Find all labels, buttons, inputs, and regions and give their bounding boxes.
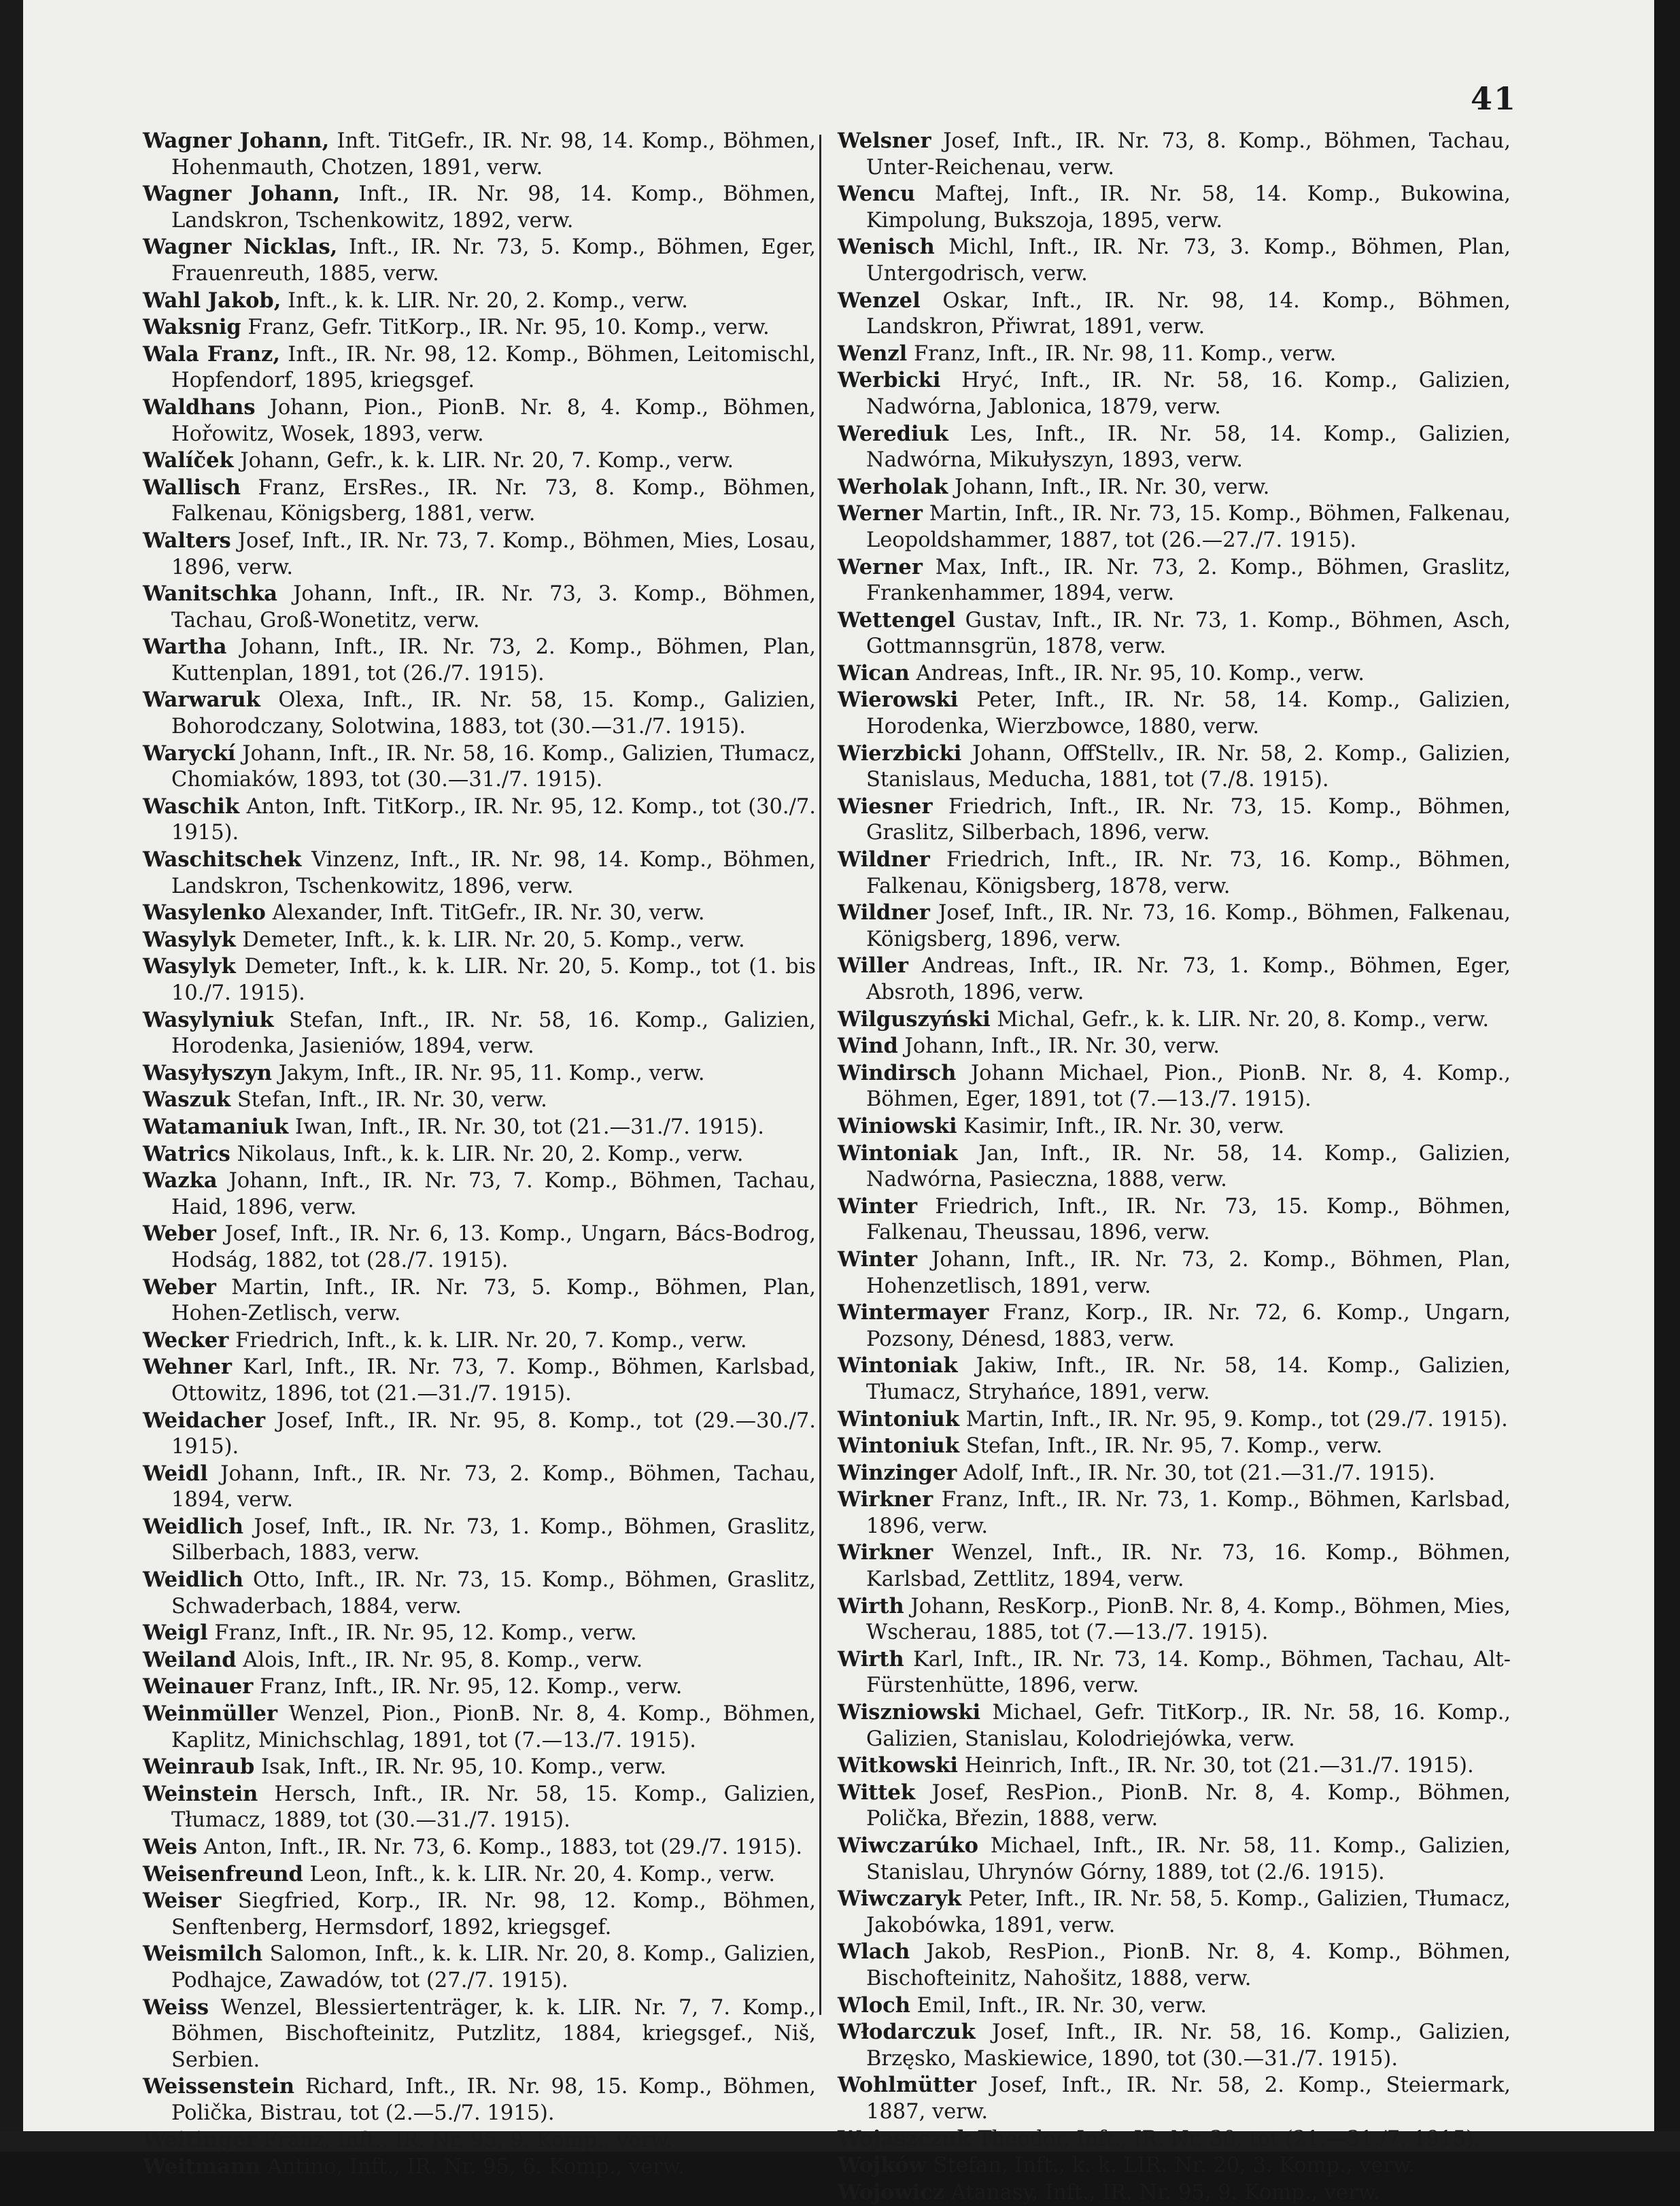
entry-name: Werholak — [838, 474, 948, 499]
register-entry — [838, 2072, 1511, 2125]
entry-name: Wiesner — [838, 794, 933, 819]
register-entry — [838, 181, 1511, 234]
register-entry — [838, 1646, 1511, 1699]
register-entry — [838, 794, 1511, 847]
entry-name: Wirth — [838, 1593, 904, 1618]
register-entry — [838, 900, 1511, 953]
register-entry — [838, 341, 1511, 368]
entry-details: Inft. TitGefr., IR. Nr. 98, 14. Komp., Böhmen, Hohenmauth, Chotzen, 1891, verw. — [171, 129, 817, 180]
entry-details: Johann, Gefr., k. k. LIR. Nr. 20, 7. Komp., verw. — [240, 449, 734, 473]
entry-name: Wettengel — [838, 607, 956, 632]
entry-details: Martin, Inft., IR. Nr. 95, 9. Komp., tot (29./7. 1915). — [965, 1407, 1508, 1431]
entry-name: Wagner Johann, — [143, 182, 341, 207]
entry-details: Stefan, Inft., IR. Nr. 30, verw. — [237, 1088, 547, 1113]
entry-details: Friedrich, Inft., k. k. LIR. Nr. 20, 7. Komp., verw. — [235, 1328, 747, 1353]
entry-details: Martin, Inft., IR. Nr. 73, 15. Komp., Böhmen, Falkenau, Leopoldshammer, 1887, tot (26.—27./7. 1915). — [866, 502, 1511, 552]
entry-details: Karl, Inft., IR. Nr. 73, 14. Komp., Böhmen, Tachau, Alt-Fürstenhütte, 1896, verw. — [866, 1647, 1511, 1698]
entry-details: Alois, Inft., IR. Nr. 95, 8. Komp., verw. — [243, 1648, 643, 1672]
entry-details: Stefan, Inft., IR. Nr. 58, 16. Komp., Galizien, Horodenka, Jasieniów, 1894, verw. — [171, 1008, 816, 1059]
register-entry — [143, 528, 816, 581]
register-entry — [143, 741, 816, 794]
entry-details: Anton, Inft. TitKorp., IR. Nr. 95, 12. Komp., tot (30./7. 1915). — [171, 794, 816, 845]
entry-name: Winter — [838, 1193, 918, 1219]
entry-name: Weber — [143, 1274, 216, 1300]
entry-name: Weiss — [143, 1995, 209, 2020]
entry-details: Michael, Gefr. TitKorp., IR. Nr. 58, 16. Komp., Galizien, Stanislau, Kolodriejówka, verw. — [866, 1701, 1511, 1751]
entry-details: Demeter, Inft., k. k. LIR. Nr. 20, 5. Komp., tot (1. bis 10./7. 1915). — [171, 955, 816, 1005]
register-entry — [838, 1460, 1511, 1487]
entry-name: Willer — [838, 953, 908, 979]
register-entry — [838, 1780, 1511, 1833]
entry-name: Waldhans — [143, 394, 256, 420]
entry-name: Weidlich — [143, 1514, 244, 1539]
entry-name: Walíček — [143, 448, 234, 473]
entry-name: Wecker — [143, 1327, 229, 1353]
entry-name: Wintermayer — [838, 1300, 989, 1325]
entry-name: Watrics — [143, 1141, 230, 1166]
register-entry — [143, 953, 816, 1006]
register-entry — [143, 1781, 816, 1834]
entry-details: Josef, Inft., IR. Nr. 58, 2. Komp., Steiermark, 1887, verw. — [866, 2073, 1511, 2124]
register-entry — [838, 2126, 1511, 2153]
register-entry — [838, 1540, 1511, 1593]
register-entry — [838, 1353, 1511, 1406]
register-entry — [838, 847, 1511, 900]
entry-details: Michael, Inft., IR. Nr. 58, 11. Komp., Galizien, Stanislau, Uhrynów Górny, 1889, tot (2./6. 1915). — [866, 1834, 1511, 1884]
register-entry — [143, 1941, 816, 1994]
register-entry — [838, 1406, 1511, 1433]
entry-name: Weinmüller — [143, 1701, 278, 1727]
entry-name: Weidacher — [143, 1408, 266, 1433]
register-entry — [143, 1514, 816, 1567]
register-entry — [143, 634, 816, 687]
entry-details: Jakob, ResPion., PionB. Nr. 8, 4. Komp., Böhmen, Bischofteinitz, Nahošitz, 1888, verw. — [866, 1940, 1511, 1990]
entry-name: Wiszniowski — [838, 1700, 981, 1725]
entry-details: Anton, Inft., IR. Nr. 73, 6. Komp., 1883, tot (29./7. 1915). — [203, 1835, 803, 1859]
entry-name: Wloch — [838, 1992, 910, 2018]
entry-details: Josef, Inft., IR. Nr. 95, 8. Komp., tot (29.—30./7. 1915). — [171, 1408, 816, 1459]
entry-details: Johann, Inft., IR. Nr. 58, 16. Komp., Galizien, Tłumacz, Chomiaków, 1893, tot (30.—31./7. 1915). — [171, 741, 816, 792]
register-entry — [143, 341, 816, 394]
entry-details: Adolf, Inft., IR. Nr. 30, tot (21.—31./7. 1915). — [963, 1461, 1435, 1485]
entry-name: Wintoniak — [838, 1140, 958, 1166]
entry-name: Waszuk — [143, 1087, 231, 1113]
entry-name: Wala Franz, — [143, 341, 280, 367]
register-entry — [838, 1300, 1511, 1353]
entry-name: Weitinger — [143, 2127, 257, 2152]
entry-details: Josef, Inft., IR. Nr. 58, 16. Komp., Galizien, Brzęsko, Maskiewice, 1890, tot (30.—31./7. 1915). — [866, 2020, 1511, 2071]
entry-name: Watamaniuk — [143, 1114, 289, 1139]
entry-name: Wiwczaryk — [838, 1886, 962, 1912]
register-entry — [838, 660, 1511, 688]
entry-name: Weismilch — [143, 1941, 263, 1967]
entry-details: Wenzel, Blessiertenträger, k. k. LIR. Nr. 7, 7. Komp., Böhmen, Bischofteinitz, Putzlitz, 1884, kriegsgef., Niš, Serbien. — [171, 1995, 816, 2072]
entry-name: Wenzl — [838, 341, 908, 366]
entry-details: Otto, Inft., IR. Nr. 73, 15. Komp., Böhmen, Graslitz, Schwaderbach, 1884, verw. — [171, 1568, 816, 1618]
entry-details: Johann, Inft., IR. Nr. 73, 3. Komp., Böhmen, Tachau, Groß-Wonetitz, verw. — [171, 582, 816, 632]
register-entry — [838, 1193, 1511, 1246]
entry-name: Weitmann — [143, 2154, 261, 2179]
entry-name: Wohlmütter — [838, 2073, 976, 2098]
entry-details: Heinrich, Inft., IR. Nr. 30, tot (21.—31./7. 1915). — [964, 1754, 1474, 1778]
entry-details: Jakym, Inft., IR. Nr. 95, 11. Komp., verw. — [278, 1061, 705, 1085]
entry-details: Friedrich, Inft., IR. Nr. 73, 16. Komp., Böhmen, Falkenau, Königsberg, 1878, verw. — [866, 848, 1511, 898]
register-entry — [143, 1114, 816, 1141]
entry-name: Weidl — [143, 1461, 208, 1486]
entry-details: Jan, Inft., IR. Nr. 58, 14. Komp., Galizien, Nadwórna, Pasieczna, 1888, verw. — [866, 1141, 1511, 1192]
entry-name: Wilguszyński — [838, 1006, 991, 1032]
entry-details: Josef, Inft., IR. Nr. 6, 13. Komp., Ungarn, Bács-Bodrog, Hodság, 1882, tot (28./7. 1915). — [171, 1222, 816, 1272]
register-entry — [838, 1433, 1511, 1460]
entry-details: Gustav, Inft., IR. Nr. 73, 1. Komp., Böhmen, Asch, Gottmannsgrün, 1878, verw. — [866, 608, 1511, 659]
entry-name: Weissenstein — [143, 2074, 295, 2099]
entry-details: Alexander, Inft. TitGefr., IR. Nr. 30, verw. — [272, 901, 705, 926]
register-entry — [143, 581, 816, 634]
page-number: 41 — [1470, 80, 1517, 117]
right-column — [838, 128, 1511, 2206]
entry-name: Warwaruk — [143, 688, 260, 713]
entry-details: Franz, Korp., IR. Nr. 72, 6. Komp., Ungarn, Pozsony, Dénesd, 1883, verw. — [866, 1301, 1511, 1351]
register-entry — [143, 128, 816, 181]
entry-details: Franz, Inft., IR. Nr. 95, 12. Komp., verw. — [214, 1621, 637, 1646]
register-entry — [838, 1033, 1511, 1060]
entry-name: Wasylyniuk — [143, 1007, 274, 1032]
register-entry — [838, 687, 1511, 740]
entry-details: Maftej, Inft., IR. Nr. 58, 14. Komp., Bukowina, Kimpolung, Bukszoja, 1895, verw. — [866, 182, 1511, 233]
entry-details: Johann, Inft., IR. Nr. 73, 7. Komp., Böhmen, Tachau, Haid, 1896, verw. — [171, 1169, 817, 1219]
entry-name: Wojaszczuk — [838, 2126, 972, 2151]
entry-name: Wagner Nicklas, — [143, 235, 338, 260]
entry-details: Inft., IR. Nr. 73, 5. Komp., Böhmen, Eger, Frauenreuth, 1885, verw. — [171, 235, 817, 286]
register-entry — [143, 2154, 816, 2181]
register-entry — [143, 1461, 816, 1514]
entry-details: Stefan, Inft., IR. Nr. 95, 7. Komp., verw. — [965, 1434, 1383, 1459]
register-entry — [143, 1354, 816, 1407]
register-entry — [143, 1408, 816, 1461]
entry-name: Wencu — [838, 182, 916, 207]
register-entry — [838, 128, 1511, 181]
entry-name: Wintoniuk — [838, 1433, 959, 1459]
register-entry — [838, 1752, 1511, 1780]
entry-details: Iwan, Inft., IR. Nr. 30, tot (21.—31./7. 1915). — [295, 1115, 764, 1139]
register-entry — [143, 1995, 816, 2074]
entry-details: Hryć, Inft., IR. Nr. 58, 16. Komp., Galizien, Nadwórna, Jablonica, 1879, verw. — [866, 369, 1511, 419]
entry-name: Wind — [838, 1034, 898, 1059]
register-entry — [143, 687, 816, 740]
entry-name: Werbicki — [838, 368, 941, 393]
entry-details: Johann, Inft., IR. Nr. 30, verw. — [954, 475, 1270, 499]
entry-name: Wehner — [143, 1355, 232, 1380]
entry-name: Wlach — [838, 1939, 910, 1965]
entry-name: Weidlich — [143, 1567, 244, 1593]
register-entry — [838, 1246, 1511, 1300]
entry-name: Werner — [838, 501, 923, 526]
entry-details: Josef, Inft., IR. Nr. 73, 16. Komp., Böhmen, Falkenau, Königsberg, 1896, verw. — [866, 901, 1511, 951]
register-entry — [838, 367, 1511, 420]
register-entry — [838, 741, 1511, 794]
register-entry — [838, 2019, 1511, 2072]
register-entry — [838, 1140, 1511, 1193]
entry-name: Wagner Johann, — [143, 129, 330, 153]
register-entry — [143, 1861, 816, 1888]
register-entry — [143, 2073, 816, 2126]
entry-name: Wiwczarúko — [838, 1833, 978, 1858]
entry-details: Johann, OffStellv., IR. Nr. 58, 2. Komp., Galizien, Stanislaus, Meducha, 1881, tot (7./8. 1915). — [866, 741, 1511, 792]
register-entry — [143, 1674, 816, 1701]
register-entry — [143, 394, 816, 447]
entry-name: Wirth — [838, 1646, 904, 1672]
entry-name: Werner — [838, 554, 923, 579]
register-entry — [143, 181, 816, 234]
entry-details: Wenzel, Inft., IR. Nr. 73, 16. Komp., Böhmen, Karlsbad, Zettlitz, 1894, verw. — [866, 1541, 1511, 1592]
entry-details: Josef, ResPion., PionB. Nr. 8, 4. Komp., Böhmen, Polička, Březin, 1888, verw. — [866, 1780, 1511, 1831]
entry-details: Josef, Inft., IR. Nr. 73, 1. Komp., Böhmen, Graslitz, Silberbach, 1883, verw. — [171, 1514, 816, 1565]
entry-details: Kasimir, Inft., IR. Nr. 30, verw. — [963, 1114, 1285, 1138]
entry-details: Johann, Pion., PionB. Nr. 8, 4. Komp., Böhmen, Hořowitz, Wosek, 1893, verw. — [171, 395, 816, 446]
entry-details: Franz, Gefr. TitKorp., IR. Nr. 95, 10. Komp., verw. — [247, 316, 770, 340]
entry-name: Wojowicz — [838, 2179, 945, 2205]
entry-details: Michl, Inft., IR. Nr. 73, 3. Komp., Böhmen, Plan, Untergodrisch, verw. — [866, 235, 1511, 286]
entry-name: Wenisch — [838, 235, 935, 260]
entry-name: Wahl Jakob, — [143, 288, 281, 313]
entry-name: Witkowski — [838, 1753, 959, 1778]
entry-details: Emil, Inft., IR. Nr. 30, verw. — [916, 1993, 1207, 2018]
entry-name: Weinauer — [143, 1674, 254, 1699]
entry-name: Waryckí — [143, 741, 236, 766]
entry-name: Wasylenko — [143, 900, 266, 926]
register-entry — [143, 475, 816, 528]
entry-name: Wasylyk — [143, 954, 236, 979]
entry-name: Waschik — [143, 794, 240, 819]
entry-name: Wintoniak — [838, 1353, 958, 1378]
entry-name: Wildner — [838, 900, 930, 926]
entry-details: Johann, Inft., IR. Nr. 30, verw. — [904, 1034, 1220, 1059]
entry-name: Wintoniuk — [838, 1406, 959, 1431]
register-entry — [838, 1006, 1511, 1034]
register-entry — [143, 1647, 816, 1674]
register-entry — [143, 1327, 816, 1355]
register-entry — [143, 234, 816, 287]
entry-details: Josef, Inft., IR. Nr. 73, 8. Komp., Böhmen, Tachau, Unter-Reichenau, verw. — [866, 129, 1511, 180]
register-entry — [838, 1886, 1511, 1939]
entry-details: Johann, ResKorp., PionB. Nr. 8, 4. Komp., Böhmen, Mies, Wscherau, 1885, tot (7.—13./7. 1915). — [866, 1594, 1511, 1645]
left-column — [143, 128, 816, 2181]
entry-name: Wierzbicki — [838, 741, 962, 766]
register-entry — [838, 1992, 1511, 2020]
entry-name: Wildner — [838, 847, 930, 872]
register-entry — [838, 474, 1511, 501]
register-entry — [143, 1754, 816, 1781]
register-entry — [143, 2127, 816, 2154]
entry-details: Demeter, Inft., k. k. LIR. Nr. 20, 5. Komp., verw. — [242, 928, 745, 952]
entry-name: Windirsch — [838, 1060, 957, 1085]
entry-details: Siegfried, Korp., IR. Nr. 98, 12. Komp., Böhmen, Senftenberg, Hermsdorf, 1892, kriegsgef. — [171, 1889, 816, 1939]
entry-name: Winiowski — [838, 1113, 957, 1138]
register-entry — [143, 1221, 816, 1274]
entry-details: Friedrich, Inft., IR. Nr. 73, 15. Komp., Böhmen, Graslitz, Silberbach, 1896, verw. — [866, 794, 1511, 845]
entry-details: Wenzel, Pion., PionB. Nr. 8, 4. Komp., Böhmen, Kaplitz, Minichschlag, 1891, tot (7.—13./7. 1915). — [171, 1702, 816, 1752]
entry-details: Inft., IR. Nr. 98, 12. Komp., Böhmen, Leitomischl, Hopfendorf, 1895, kriegsgef. — [171, 342, 816, 393]
entry-name: Wierowski — [838, 688, 959, 713]
register-entry — [143, 1620, 816, 1647]
entry-name: Wallisch — [143, 475, 241, 500]
entry-name: Weigl — [143, 1620, 208, 1646]
entry-details: Antino, Inft., IR. Nr. 95, 6. Komp., verw. — [267, 2155, 685, 2179]
entry-details: Oskar, Inft., IR. Nr. 98, 14. Komp., Böhmen, Landskron, Přiwrat, 1891, verw. — [866, 288, 1511, 339]
entry-details: Inft., IR. Nr. 98, 14. Komp., Böhmen, Landskron, Tschenkowitz, 1892, verw. — [171, 182, 816, 233]
entry-details: Isak, Inft., IR. Nr. 95, 10. Komp., verw. — [260, 1755, 667, 1780]
register-entry — [143, 447, 816, 475]
entry-name: Wirkner — [838, 1487, 933, 1512]
entry-details: Theodor, Inft., IR. Nr. 30, tot (21.—31./7. 1915). — [978, 2126, 1481, 2151]
entry-name: Wasyłyszyn — [143, 1060, 273, 1085]
entry-name: Waschitschek — [143, 847, 302, 872]
entry-name: Werediuk — [838, 421, 948, 446]
register-entry — [143, 1060, 816, 1087]
register-entry — [143, 1087, 816, 1114]
entry-name: Wenzel — [838, 288, 921, 313]
entry-details: Franz, ErsRes., IR. Nr. 73, 8. Komp., Böhmen, Falkenau, Königsberg, 1881, verw. — [171, 475, 816, 526]
entry-name: Weis — [143, 1835, 197, 1859]
entry-details: Franz, Inft., IR. Nr. 95, 9. Komp., verw. — [263, 2128, 673, 2152]
register-entry — [838, 421, 1511, 474]
entry-details: Johann, Inft., IR. Nr. 73, 2. Komp., Böhmen, Plan, Hohenzetlisch, 1891, verw. — [866, 1247, 1511, 1298]
entry-name: Welsner — [838, 129, 931, 153]
entry-name: Weinstein — [143, 1781, 258, 1806]
register-entry — [143, 288, 816, 315]
entry-name: Weisenfreund — [143, 1861, 303, 1886]
register-entry — [838, 1593, 1511, 1646]
entry-details: Johann, Inft., IR. Nr. 73, 2. Komp., Böhmen, Tachau, 1894, verw. — [171, 1461, 817, 1512]
register-entry — [838, 1833, 1511, 1886]
register-entry — [143, 1274, 816, 1327]
entry-details: Inft., k. k. LIR. Nr. 20, 2. Komp., verw. — [288, 288, 688, 313]
entry-name: Włodarczuk — [838, 2020, 976, 2045]
entry-details: Martin, Inft., IR. Nr. 73, 5. Komp., Böhmen, Plan, Hohen-Zetlisch, verw. — [171, 1275, 816, 1326]
register-entry — [143, 314, 816, 341]
entry-details: Salomon, Inft., k. k. LIR. Nr. 20, 8. Komp., Galizien, Podhajce, Zawadów, tot (27./7. 1915). — [171, 1942, 816, 1992]
register-entry — [838, 1939, 1511, 1992]
entry-details: Jakiw, Inft., IR. Nr. 58, 14. Komp., Galizien, Tłumacz, Stryhańce, 1891, verw. — [866, 1354, 1511, 1404]
entry-name: Wazka — [143, 1168, 218, 1193]
scan-edge-right — [1654, 0, 1680, 2152]
register-entry — [838, 1487, 1511, 1540]
register-entry — [143, 1701, 816, 1754]
entry-name: Weiland — [143, 1647, 237, 1672]
entry-details: Peter, Inft., IR. Nr. 58, 5. Komp., Galizien, Tłumacz, Jakobówka, 1891, verw. — [866, 1887, 1511, 1937]
entry-name: Wasylyk — [143, 927, 236, 952]
entry-name: Weber — [143, 1221, 216, 1246]
register-entry — [143, 1834, 816, 1861]
entry-name: Wojków — [838, 2153, 927, 2178]
entry-details: Friedrich, Inft., IR. Nr. 73, 15. Komp., Böhmen, Falkenau, Theussau, 1896, verw. — [866, 1194, 1511, 1245]
entry-details: Josef, Inft., IR. Nr. 73, 7. Komp., Böhmen, Mies, Losau, 1896, verw. — [171, 528, 817, 579]
entry-details: Max, Inft., IR. Nr. 73, 2. Komp., Böhmen, Graslitz, Frankenhammer, 1894, verw. — [866, 555, 1511, 606]
entry-details: Andreas, Inft., IR. Nr. 73, 1. Komp., Böhmen, Eger, Absroth, 1896, verw. — [866, 954, 1511, 1004]
entry-details: Richard, Inft., IR. Nr. 98, 15. Komp., Böhmen, Polička, Bistrau, tot (2.—5./7. 1915). — [171, 2075, 816, 2125]
entry-details: Johann, Inft., IR. Nr. 73, 2. Komp., Böhmen, Plan, Kuttenplan, 1891, tot (26./7. 1915). — [171, 635, 817, 685]
register-entry — [143, 1141, 816, 1168]
entry-name: Weiser — [143, 1888, 222, 1914]
entry-details: Leon, Inft., k. k. LIR. Nr. 20, 4. Komp., verw. — [309, 1862, 776, 1886]
entry-details: Olexa, Inft., IR. Nr. 58, 15. Komp., Galizien, Bohorodczany, Solotwina, 1883, tot (30.—31./7. 1915). — [171, 688, 816, 739]
entry-name: Wartha — [143, 634, 227, 660]
register-entry — [838, 2179, 1511, 2206]
register-entry — [838, 234, 1511, 287]
scan-edge-left — [0, 0, 23, 2152]
entry-name: Wanitschka — [143, 581, 278, 607]
entry-details: Andreas, Inft., IR. Nr. 95, 10. Komp., verw. — [916, 661, 1365, 685]
entry-details: Vinzenz, Inft., IR. Nr. 98, 14. Komp., Böhmen, Landskron, Tschenkowitz, 1896, verw. — [171, 848, 816, 898]
register-entry — [838, 554, 1511, 607]
entry-details: Franz, Inft., IR. Nr. 95, 12. Komp., verw. — [260, 1675, 683, 1699]
entry-details: Hersch, Inft., IR. Nr. 58, 15. Komp., Galizien, Tłumacz, 1889, tot (30.—31./7. 1915). — [171, 1782, 816, 1833]
entry-details: Nikolaus, Inft., k. k. LIR. Nr. 20, 2. Komp., verw. — [237, 1142, 744, 1166]
register-entry — [143, 794, 816, 847]
entry-name: Wirkner — [838, 1540, 933, 1565]
register-entry — [838, 500, 1511, 554]
entry-details: Stefan, Inft., k. k. LIR. Nr. 20, 3. Komp., verw. — [933, 2154, 1416, 2178]
entry-details: Peter, Inft., IR. Nr. 58, 14. Komp., Galizien, Horodenka, Wierzbowce, 1880, verw. — [866, 688, 1511, 739]
register-entry — [143, 900, 816, 927]
entry-details: Johann Michael, Pion., PionB. Nr. 8, 4. Komp., Böhmen, Eger, 1891, tot (7.—13./7. 1915). — [866, 1061, 1511, 1112]
register-entry — [838, 1113, 1511, 1140]
entry-name: Weinraub — [143, 1754, 255, 1780]
register-entry — [838, 1699, 1511, 1752]
entry-name: Winter — [838, 1246, 918, 1272]
entry-details: Atanasy, Inft., IR. Nr. 95, 9. Komp., verw. — [950, 2180, 1380, 2205]
entry-details: Les, Inft., IR. Nr. 58, 14. Komp., Galizien, Nadwórna, Mikułyszyn, 1893, verw. — [866, 422, 1511, 473]
register-entry — [838, 2152, 1511, 2179]
register-entry — [143, 927, 816, 954]
register-entry — [838, 1060, 1511, 1113]
register-entry — [838, 953, 1511, 1006]
entry-name: Waksnig — [143, 315, 241, 340]
entry-name: Winzinger — [838, 1460, 957, 1485]
register-entry — [143, 1888, 816, 1941]
entry-name: Wican — [838, 660, 910, 685]
entry-details: Franz, Inft., IR. Nr. 73, 1. Komp., Böhmen, Karlsbad, 1896, verw. — [866, 1488, 1511, 1538]
register-entry — [143, 847, 816, 900]
register-entry — [838, 607, 1511, 660]
entry-name: Wittek — [838, 1780, 916, 1805]
register-entry — [143, 1168, 816, 1221]
column-divider — [819, 135, 821, 2015]
entry-details: Karl, Inft., IR. Nr. 73, 7. Komp., Böhmen, Karlsbad, Ottowitz, 1896, tot (21.—31./7. 1915). — [171, 1355, 816, 1406]
entry-name: Walters — [143, 528, 231, 553]
entry-details: Franz, Inft., IR. Nr. 98, 11. Komp., verw. — [913, 341, 1337, 366]
register-entry — [143, 1567, 816, 1620]
register-entry — [143, 1007, 816, 1060]
entry-details: Michal, Gefr., k. k. LIR. Nr. 20, 8. Komp., verw. — [997, 1007, 1490, 1032]
register-entry — [838, 288, 1511, 341]
